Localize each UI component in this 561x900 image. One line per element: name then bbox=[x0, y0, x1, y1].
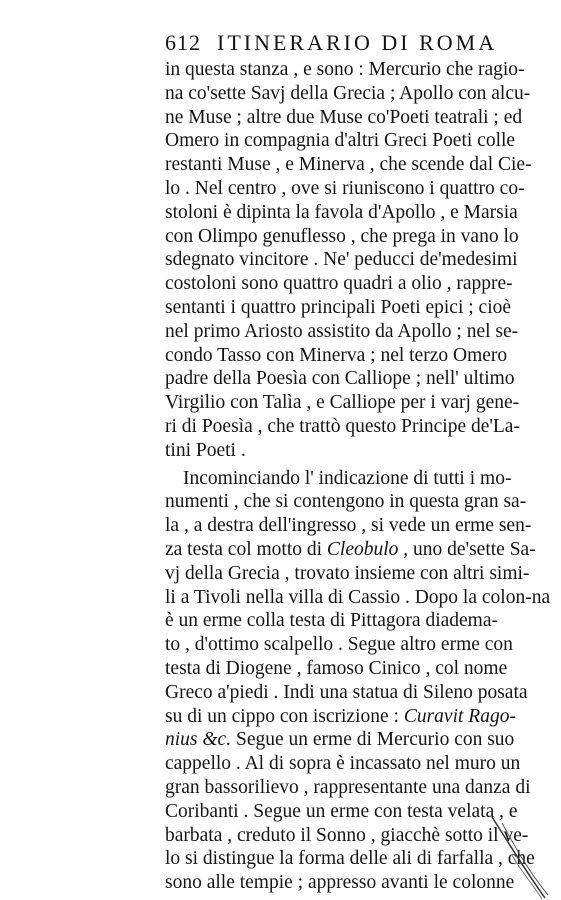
text-line: ne Muse ; altre due Muse co'Poeti teatrali ; ed bbox=[165, 106, 523, 128]
text-line: è un erme colla testa di Pittagora diadema- bbox=[165, 610, 498, 632]
text-line bbox=[165, 538, 545, 562]
text-line: con Olimpo genuflesso , che prega in vano lo bbox=[165, 225, 519, 247]
text-line: Coribanti . Segue un erme con testa velata , e bbox=[165, 800, 518, 822]
text-run: za testa col motto di bbox=[165, 538, 327, 560]
text-line: ri di Poesìa , che trattò questo Principe de'La- bbox=[165, 415, 520, 437]
text-line: Greco a'piedi . Indi una statua di Sileno posata bbox=[165, 681, 528, 703]
text-line: Virgilio con Talìa , e Calliope per i varj gene- bbox=[165, 392, 520, 414]
text-line: Omero in compagnia d'altri Greci Poeti colle bbox=[165, 130, 516, 152]
italic-name-cleobulo: Cleobulo bbox=[326, 538, 399, 560]
text-line: cappello . Al di sopra è incassato nel muro un bbox=[165, 753, 521, 775]
page-number: 612 bbox=[165, 30, 201, 55]
body-text bbox=[165, 58, 551, 895]
text-line: lo si distingue la forma delle ali di farfalla , che bbox=[165, 848, 535, 870]
text-run: su di un cippo con iscrizione : bbox=[165, 705, 404, 727]
text-line: sono alle tempie ; appresso avanti le colonne bbox=[165, 872, 515, 894]
italic-inscription: Curavit Rago- bbox=[403, 705, 516, 727]
text-line: vj della Grecia , trovato insieme con altri simi- bbox=[165, 562, 530, 584]
text-line: gran bassorilievo , rappresentante una danza di bbox=[165, 776, 531, 798]
text-line: na co'sette Savj della Grecia ; Apollo con alcu- bbox=[165, 82, 531, 104]
text-line: la , a destra dell'ingresso , si vede un erme sen- bbox=[165, 515, 532, 537]
text-line: tini Poeti . bbox=[165, 439, 246, 461]
text-line: Incominciando l' indicazione di tutti i mo- bbox=[183, 467, 512, 489]
text-line: sentanti i quattro principali Poeti epici ; cioè bbox=[165, 296, 512, 318]
text-line: in questa stanza , e sono : Mercurio che ragio- bbox=[165, 59, 525, 80]
page-corner-curl-icon bbox=[490, 815, 550, 900]
text-run: Segue un erme di Mercurio con suo bbox=[231, 729, 515, 751]
text-line bbox=[165, 705, 545, 729]
text-line: to , d'ottimo scalpello . Segue altro erme con bbox=[165, 634, 513, 656]
text-line: testa di Diogene , famoso Cinico , col nome bbox=[165, 657, 508, 679]
text-line bbox=[165, 728, 545, 752]
text-line: costoloni sono quattro quadri a olio , rappre- bbox=[165, 273, 513, 295]
text-line: numenti , che si contengono in questa gran sa- bbox=[165, 491, 527, 513]
text-line: lo . Nel centro , ove si riuniscono i quattro co- bbox=[165, 177, 525, 199]
text-line: li a Tivoli nella villa di Cassio . Dopo la colon-na bbox=[165, 586, 551, 608]
text-run: , uno de'sette Sa- bbox=[398, 538, 536, 560]
text-line: stoloni è dipinta la favola d'Apollo , e Marsia bbox=[165, 201, 518, 223]
text-line: nel primo Ariosto assistito da Apollo ; nel se- bbox=[165, 320, 519, 342]
text-line: barbata , creduto il Sonno , giacchè sotto il ve- bbox=[165, 824, 529, 846]
text-line: padre della Poesìa con Calliope ; nell' ultimo bbox=[165, 368, 515, 390]
italic-inscription: nius &c. bbox=[165, 729, 232, 751]
text-line: sdegnato vincitore . Ne' peducci de'medesimi bbox=[165, 249, 518, 271]
page-header bbox=[165, 30, 535, 56]
running-head: ITINERARIO DI ROMA bbox=[217, 30, 498, 55]
text-line: restanti Muse , e Minerva , che scende dal Cie- bbox=[165, 154, 532, 176]
text-line: condo Tasso con Minerva ; nel terzo Omero bbox=[165, 344, 508, 366]
